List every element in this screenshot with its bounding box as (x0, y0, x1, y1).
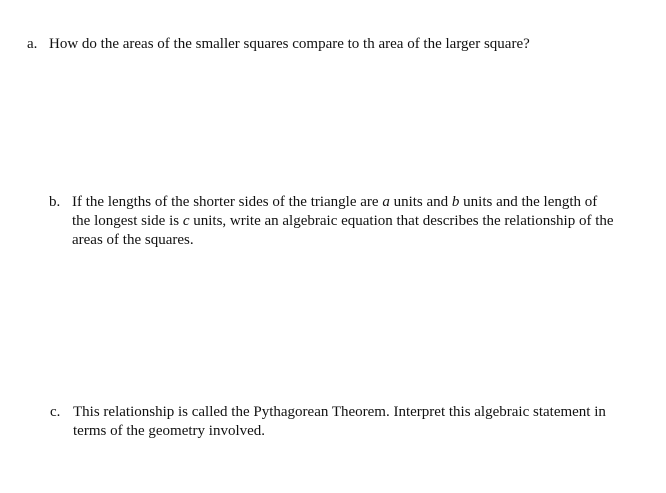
variable-a: a (382, 194, 390, 210)
question-c-marker: c. (50, 404, 61, 420)
variable-b: b (451, 194, 460, 210)
question-c (50, 403, 630, 441)
question-b (49, 193, 619, 250)
question-b-text-part-2: units and (389, 194, 452, 210)
question-b-text-part-3: units and the length of the longest side is (72, 194, 598, 229)
variable-c: c (182, 213, 190, 229)
question-c-text: This relationship is called the Pythagorean Theorem. Interpret this algebraic statement in terms of the geometry involved. (73, 404, 606, 439)
question-a-text: How do the areas of the smaller squares compare to th area of the larger square? (49, 36, 530, 52)
question-b-marker: b. (49, 194, 61, 210)
question-b-text (72, 193, 619, 250)
question-b-text-part-1: If the lengths of the shorter sides of the triangle are (72, 194, 383, 210)
question-b-text-part-4: units, write an algebraic equation that describes the relationship of the areas of the squares. (72, 213, 614, 248)
question-a (27, 35, 647, 54)
question-a-marker: a. (27, 36, 38, 52)
